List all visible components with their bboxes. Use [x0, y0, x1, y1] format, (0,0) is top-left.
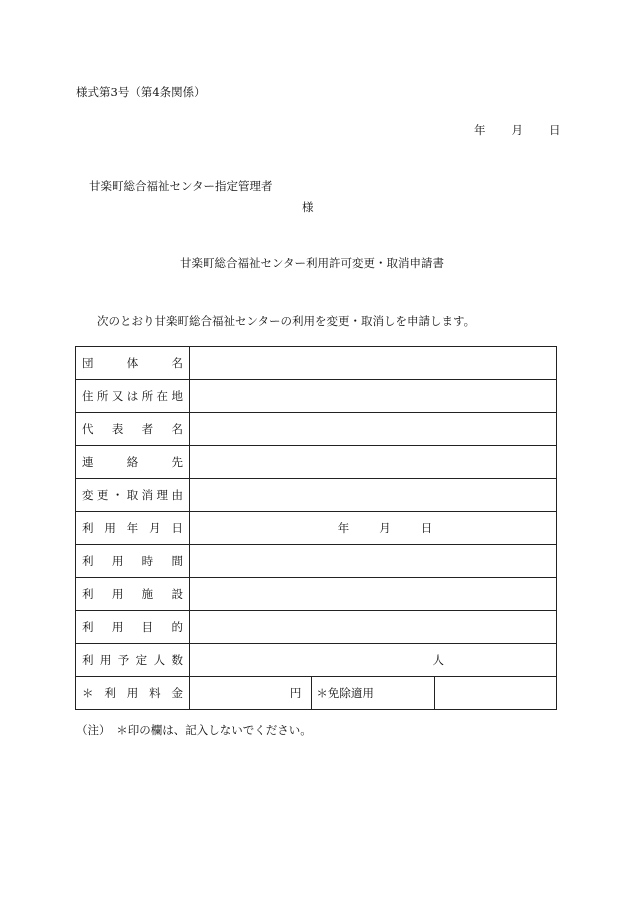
table-row	[76, 578, 557, 611]
row-label-reason	[76, 479, 190, 512]
label-char: 設	[171, 587, 183, 601]
row-label-representative	[76, 413, 190, 446]
label-char: 数	[171, 653, 183, 667]
label-char: 体	[126, 356, 139, 370]
label-char: 由	[171, 488, 183, 502]
intro-text: 次のとおり甘楽町総合福祉センターの利用を変更・取消しを申請します。	[97, 314, 476, 328]
label-char: 用	[111, 620, 124, 634]
label-char: ・	[111, 488, 124, 502]
reason-field[interactable]	[190, 479, 557, 512]
usage-time-field[interactable]	[190, 545, 557, 578]
table-row	[76, 479, 557, 512]
label-char: 定	[135, 653, 148, 667]
footnote: （注） ＊印の欄は、記入しないでください。	[76, 723, 312, 737]
application-date	[474, 122, 561, 138]
label-char: 名	[171, 422, 183, 436]
representative-field[interactable]	[190, 413, 557, 446]
label-char: 代	[82, 422, 94, 436]
attendees-field[interactable]	[190, 644, 557, 677]
people-unit: 人	[432, 653, 444, 667]
label-char: 地	[171, 389, 183, 403]
honorific: 様	[302, 200, 314, 214]
date-month: 月	[511, 123, 523, 137]
label-char: は	[126, 389, 139, 403]
label-char: 取	[126, 488, 139, 502]
label-char: 用	[111, 587, 124, 601]
label-char: 月	[149, 521, 161, 535]
row-label-purpose	[76, 611, 190, 644]
label-char: 所	[141, 389, 154, 403]
table-row	[76, 545, 557, 578]
fee-field	[190, 677, 312, 710]
exemption-label	[312, 677, 434, 710]
label-char: 更	[96, 488, 109, 502]
label-char: 変	[82, 488, 94, 502]
table-row	[76, 446, 557, 479]
label-char: 年	[126, 521, 139, 535]
recipient: 甘楽町総合福祉センター指定管理者	[89, 179, 273, 193]
label-char: 者	[141, 422, 154, 436]
label-char: 表	[111, 422, 124, 436]
label-char: 理	[156, 488, 169, 502]
row-label-usage-date	[76, 512, 190, 545]
organization-field[interactable]	[190, 347, 557, 380]
label-char: 目	[141, 620, 154, 634]
row-label-facility	[76, 578, 190, 611]
label-char: 利	[82, 521, 94, 535]
usage-date-field[interactable]	[190, 512, 557, 545]
label-char: 消	[141, 488, 154, 502]
row-label-attendees	[76, 644, 190, 677]
row-label-organization	[76, 347, 190, 380]
address-field[interactable]	[190, 380, 557, 413]
date-year: 年	[474, 123, 486, 137]
table-row	[76, 347, 557, 380]
table-row	[76, 677, 557, 710]
label-char: 用	[111, 554, 124, 568]
fee-unit: 円	[289, 686, 302, 700]
label-char: ＊	[82, 686, 94, 700]
label-char: 日	[171, 521, 183, 535]
exemption-field	[434, 677, 556, 710]
label-char: 利	[82, 620, 94, 634]
label-char: 時	[141, 554, 154, 568]
usage-date-year: 年	[337, 521, 350, 535]
document-title: 甘楽町総合福祉センター利用許可変更・取消申請書	[180, 256, 445, 270]
table-row	[76, 512, 557, 545]
label-char: 又	[111, 389, 124, 403]
label-char: 料	[149, 686, 161, 700]
label-char: 的	[171, 620, 183, 634]
table-row	[76, 644, 557, 677]
row-label-fee	[76, 677, 190, 710]
table-row	[76, 413, 557, 446]
facility-field[interactable]	[190, 578, 557, 611]
label-char: 住	[82, 389, 94, 403]
label-char: 間	[171, 554, 183, 568]
label-char: 在	[156, 389, 169, 403]
label-char: 人	[153, 653, 166, 667]
label-char: 施	[141, 587, 154, 601]
label-char: 先	[171, 455, 183, 469]
row-label-contact	[76, 446, 190, 479]
table-row	[76, 611, 557, 644]
label-char: 用	[104, 521, 116, 535]
purpose-field[interactable]	[190, 611, 557, 644]
table-row	[76, 380, 557, 413]
label-char: 絡	[126, 455, 139, 469]
label-char: 利	[82, 554, 94, 568]
label-char: 連	[82, 455, 94, 469]
label-char: 利	[82, 587, 94, 601]
label-char: 用	[99, 653, 112, 667]
application-form-table	[75, 346, 557, 710]
label-char: 名	[171, 356, 183, 370]
label-char: 団	[82, 356, 94, 370]
row-label-address	[76, 380, 190, 413]
label-char: 所	[96, 389, 109, 403]
label-char: 用	[126, 686, 139, 700]
contact-field[interactable]	[190, 446, 557, 479]
label-char: 金	[171, 686, 183, 700]
date-day: 日	[549, 123, 561, 137]
usage-date-month: 月	[379, 521, 391, 535]
label-char: 利	[82, 653, 94, 667]
usage-date-day: 日	[420, 521, 433, 535]
exemption-label-text: ＊免除適用	[316, 686, 374, 700]
label-char: 利	[104, 686, 116, 700]
form-number: 様式第3号（第4条関係）	[76, 85, 206, 99]
row-label-usage-time	[76, 545, 190, 578]
label-char: 予	[117, 653, 130, 667]
